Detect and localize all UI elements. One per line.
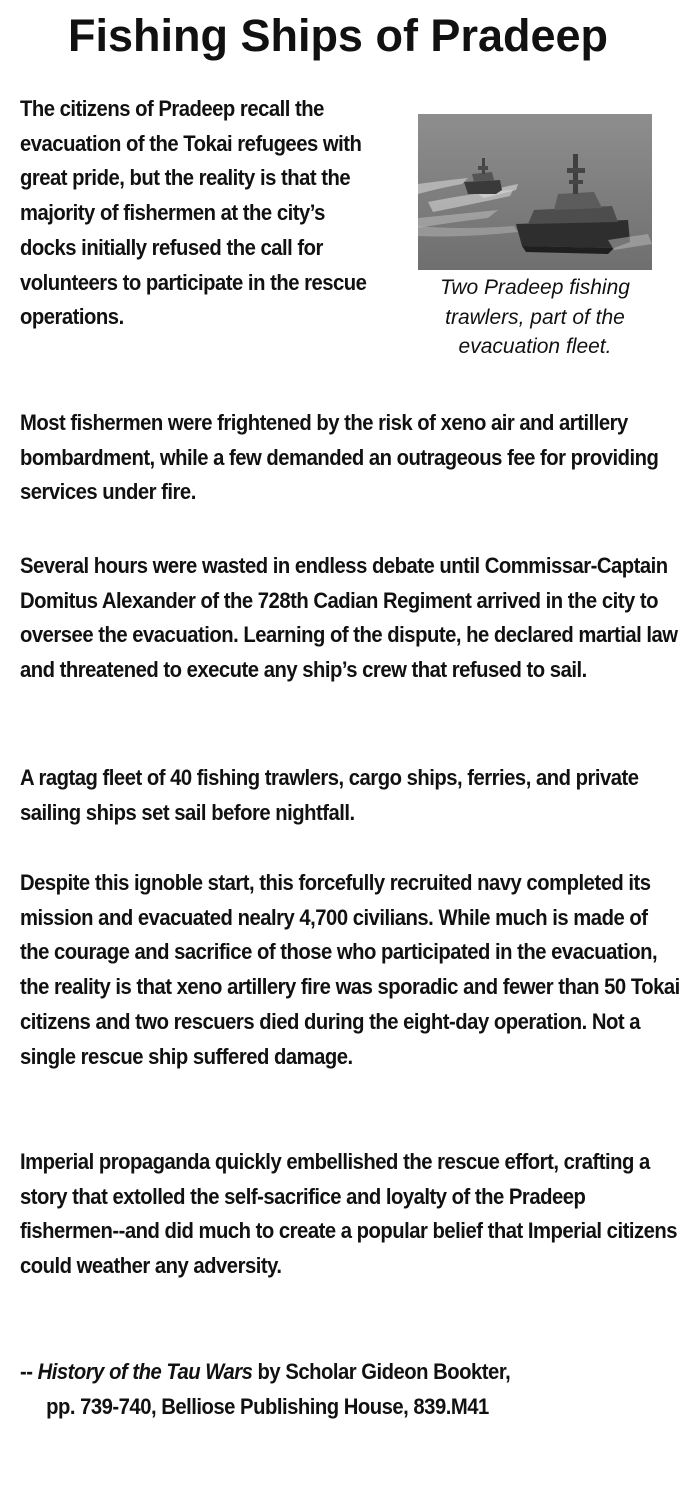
citation-details: pp. 739-740, Belliose Publishing House, 839.M41 — [46, 1393, 489, 1419]
citation-line-1 — [20, 1355, 686, 1390]
figure — [418, 114, 652, 358]
page-title: Fishing Ships of Pradeep — [67, 10, 609, 61]
citation-prefix: -- — [20, 1359, 38, 1384]
paragraph-5: Imperial propaganda quickly embellished the rescue effort, crafting a story that extolled the self-sacrifice and loyalty of the Pradeep fishermen--and did much to create a popular belief that Imperial citizens could weather any adversity. — [20, 1149, 678, 1279]
paragraph-1: Most fishermen were frightened by the risk of xeno air and artillery bombardment, while a few demanded an outrageous fee for providing services under fire. — [20, 410, 659, 505]
citation — [20, 1355, 686, 1424]
figure-caption: Two Pradeep fishing trawlers, part of the evacuation fleet. — [440, 276, 630, 358]
paragraph-2: Several hours were wasted in endless debate until Commissar-Captain Domitus Alexander of the 728th Cadian Regiment arrived in the city to oversee the evacuation. Learning of the dispute, he declared martial law and threatened to execute any ship’s crew that refused to sail. — [20, 553, 678, 683]
intro-paragraph: The citizens of Pradeep recall the evacuation of the Tokai refugees with great pride, but the reality is that the majority of fishermen at the city’s docks initially refused the call for volunteers to participate in the rescue operations. — [20, 96, 367, 330]
citation-book-title: History of the Tau Wars — [37, 1359, 253, 1384]
paragraph-4: Despite this ignoble start, this forcefully recruited navy completed its mission and evacuated nealry 4,700 civilians. While much is made of the courage and sacrifice of those who participated in the evacuation, the reality is that xeno artillery fire was sporadic and fewer than 50 Tokai citizens and two rescuers died during the eight-day operation. Not a single rescue ship suffered damage. — [20, 870, 680, 1069]
citation-author: by Scholar Gideon Bookter, — [252, 1359, 511, 1384]
paragraph-3: A ragtag fleet of 40 fishing trawlers, cargo ships, ferries, and private sailing ships set sail before nightfall. — [20, 765, 639, 825]
trawlers-photo — [418, 114, 652, 270]
